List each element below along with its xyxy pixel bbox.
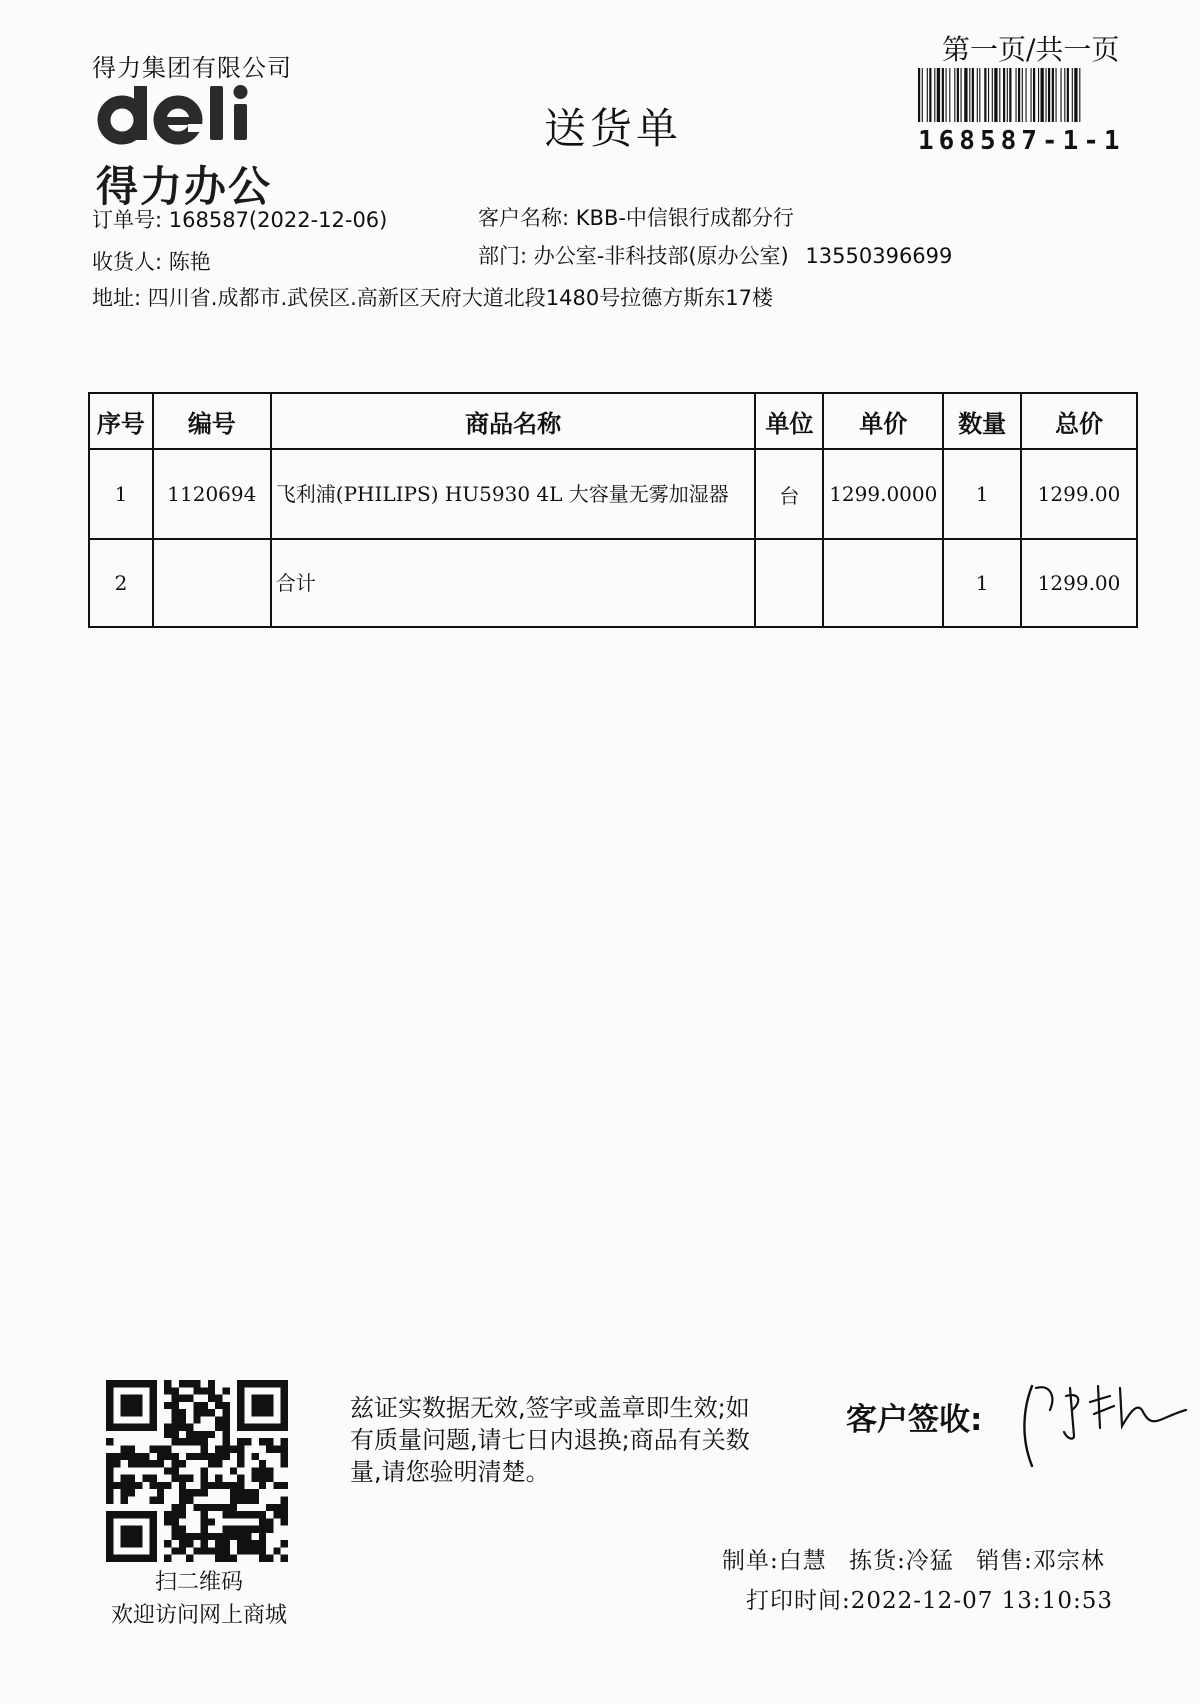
cell-total: 1299.00: [1021, 449, 1137, 539]
table-row: [89, 449, 1137, 539]
department: 部门: 办公室-非科技部(原办公室) 13550396699: [478, 244, 953, 268]
maker: 制单:白慧: [722, 1548, 827, 1574]
phone-number: 13550396699: [805, 244, 953, 268]
cell-product-name: 合计: [271, 539, 756, 627]
cell-code: [153, 539, 271, 627]
customer-sign-label: 客户签收:: [846, 1402, 983, 1438]
column-header: 单价: [823, 393, 943, 449]
cell-price: [823, 539, 943, 627]
logo-chinese-text: 得力办公: [96, 162, 273, 211]
qr-caption: 扫二维码 欢迎访问网上商城: [110, 1570, 287, 1628]
cell-code: 1120694: [153, 449, 271, 539]
barcode-number: 168587-1-1: [918, 126, 1125, 156]
document-title: 送货单: [544, 104, 683, 153]
column-header: 编号: [153, 393, 271, 449]
order-number: 订单号: 168587(2022-12-06): [92, 208, 388, 232]
column-header: 单位: [755, 393, 823, 449]
staff-info: [722, 1542, 1119, 1575]
column-header: 商品名称: [271, 393, 756, 449]
table-header-row: [89, 393, 1137, 449]
customer-name: 客户名称: KBB-中信银行成都分行: [478, 206, 794, 230]
table-row: [89, 539, 1137, 627]
print-time: 打印时间:2022-12-07 13:10:53: [746, 1588, 1113, 1614]
customer-signature: [1010, 1366, 1190, 1476]
cell-seq: 1: [89, 449, 153, 539]
cell-unit: [755, 539, 823, 627]
qr-code[interactable]: [106, 1380, 288, 1562]
items-table: [88, 392, 1138, 628]
cell-qty: 1: [943, 539, 1021, 627]
company-name: 得力集团有限公司: [92, 54, 292, 82]
cell-unit: 台: [755, 449, 823, 539]
cell-price: 1299.0000: [823, 449, 943, 539]
column-header: 序号: [89, 393, 153, 449]
address: 地址: 四川省.成都市.武侯区.高新区天府大道北段1480号拉德方斯东17楼: [92, 286, 773, 310]
barcode: [918, 68, 1136, 122]
page-indicator: 第一页/共一页: [942, 33, 1120, 66]
sales: 销售:邓宗林: [976, 1548, 1105, 1574]
cell-seq: 2: [89, 539, 153, 627]
cell-total: 1299.00: [1021, 539, 1137, 627]
notice-text: 兹证实数据无效,签字或盖章即生效;如有质量问题,请七日内退换;商品有关数量,请您验明清楚。: [350, 1394, 750, 1486]
receiver: 收货人: 陈艳: [92, 250, 211, 274]
picker: 拣货:冷猛: [849, 1548, 954, 1574]
cell-product-name: 飞利浦(PHILIPS) HU5930 4L 大容量无雾加湿器: [271, 449, 756, 539]
column-header: 总价: [1021, 393, 1137, 449]
column-header: 数量: [943, 393, 1021, 449]
cell-qty: 1: [943, 449, 1021, 539]
deli-logo: [96, 84, 296, 211]
